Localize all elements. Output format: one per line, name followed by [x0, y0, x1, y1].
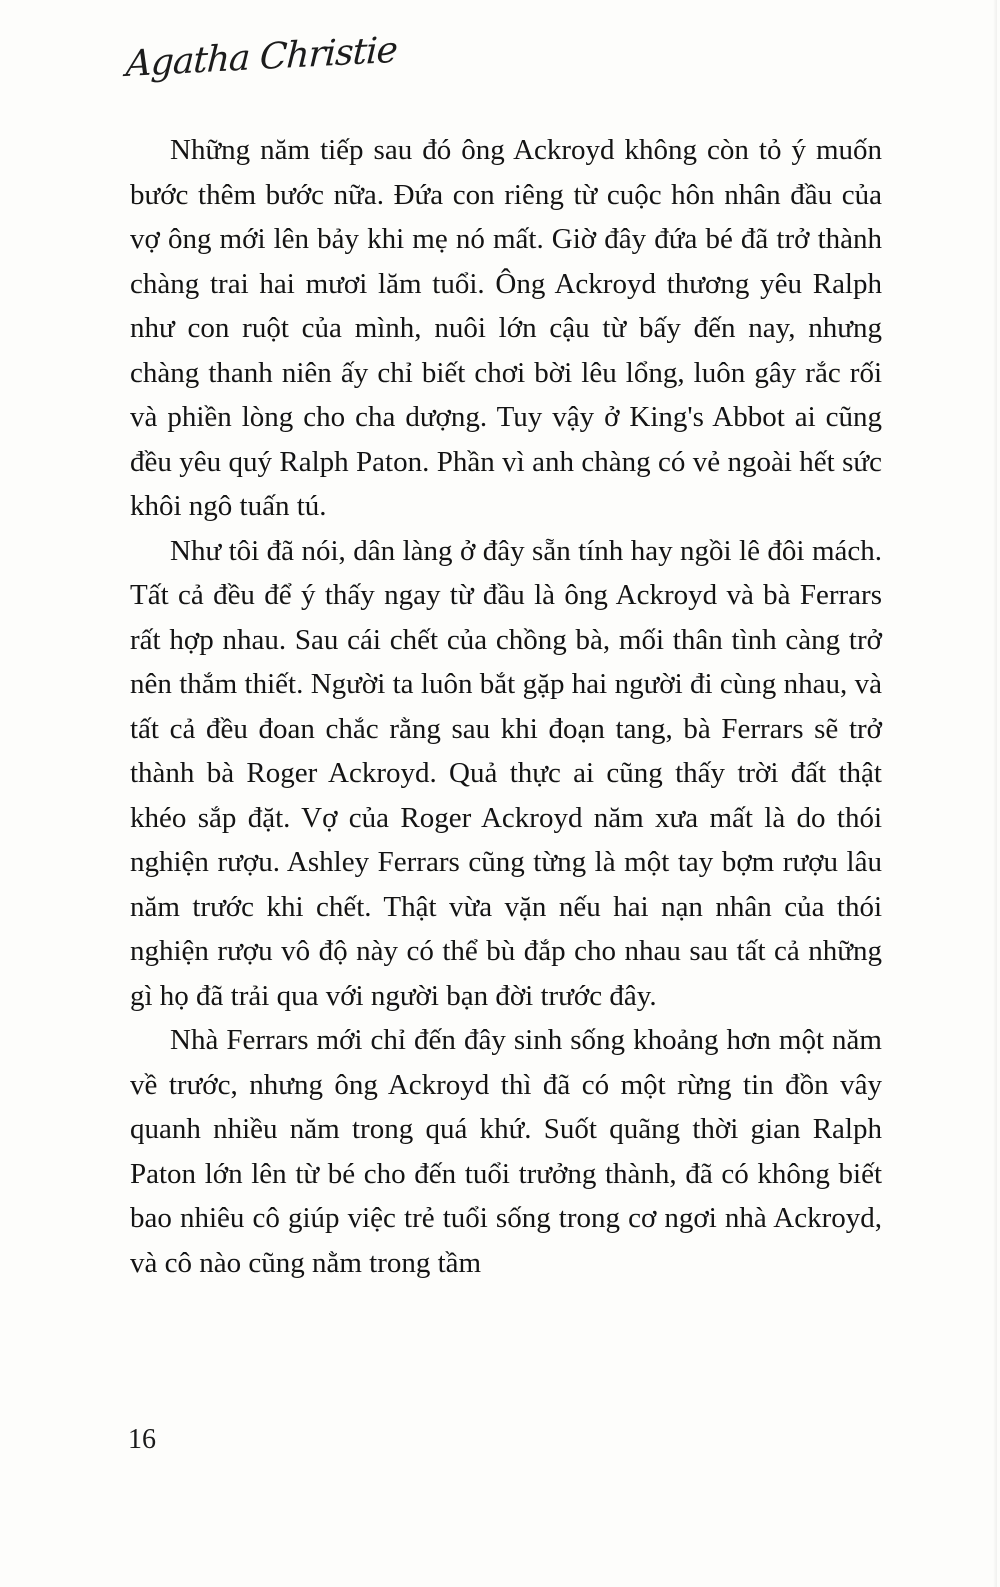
page-number: 16: [128, 1424, 156, 1455]
paragraph: Như tôi đã nói, dân làng ở đây sẵn tính hay ngồi lê đôi mách. Tất cả đều để ý thấy ngay từ đầu là ông Ackroyd và bà Ferrars rất hợp nhau. Sau cái chết của chồng bà, mối thân tình càng trở nên thắm thiết. Người ta luôn bắt gặp hai người đi cùng nhau, và tất cả đều đoan chắc rằng sau khi đoạn tang, bà Ferrars sẽ trở thành bà Roger Ackroyd. Quả thực ai cũng thấy trời đất thật khéo sắp đặt. Vợ của Roger Ackroyd năm xưa mất là do thói nghiện rượu. Ashley Ferrars cũng từng là một tay bợm rượu lâu năm trước khi chết. Thật vừa vặn nếu hai nạn nhân của thói nghiện rượu vô độ này có thể bù đắp cho nhau sau tất cả những gì họ đã trải qua với người bạn đời trước đây.: [130, 534, 882, 1012]
paragraph: Nhà Ferrars mới chỉ đến đây sinh sống khoảng hơn một năm về trước, nhưng ông Ackroyd thì đã có một rừng tin đồn vây quanh nhiều năm trong quá khứ. Suốt quãng thời gian Ralph Paton lớn lên từ bé cho đến tuổi trưởng thành, đã có không biết bao nhiêu cô giúp việc trẻ tuổi sống trong cơ ngơi nhà Ackroyd, và cô nào cũng nằm trong tầm: [130, 1024, 882, 1279]
page-body: [130, 128, 882, 1285]
paragraph: Những năm tiếp sau đó ông Ackroyd không còn tỏ ý muốn bước thêm bước nữa. Đứa con riêng từ cuộc hôn nhân đầu của vợ ông mới lên bảy khi mẹ nó mất. Giờ đây đứa bé đã trở thành chàng trai hai mươi lăm tuổi. Ông Ackroyd thương yêu Ralph như con ruột của mình, nuôi lớn cậu từ bấy đến nay, nhưng chàng thanh niên ấy chỉ biết chơi bời lêu lổng, luôn gây rắc rối và phiền lòng cho cha dượng. Tuy vậy ở King's Abbot ai cũng đều yêu quý Ralph Paton. Phần vì anh chàng có vẻ ngoài hết sức khôi ngô tuấn tú.: [130, 134, 882, 522]
author-signature: Agatha Christie: [124, 29, 398, 86]
scan-edge-artifact: [993, 0, 997, 1587]
